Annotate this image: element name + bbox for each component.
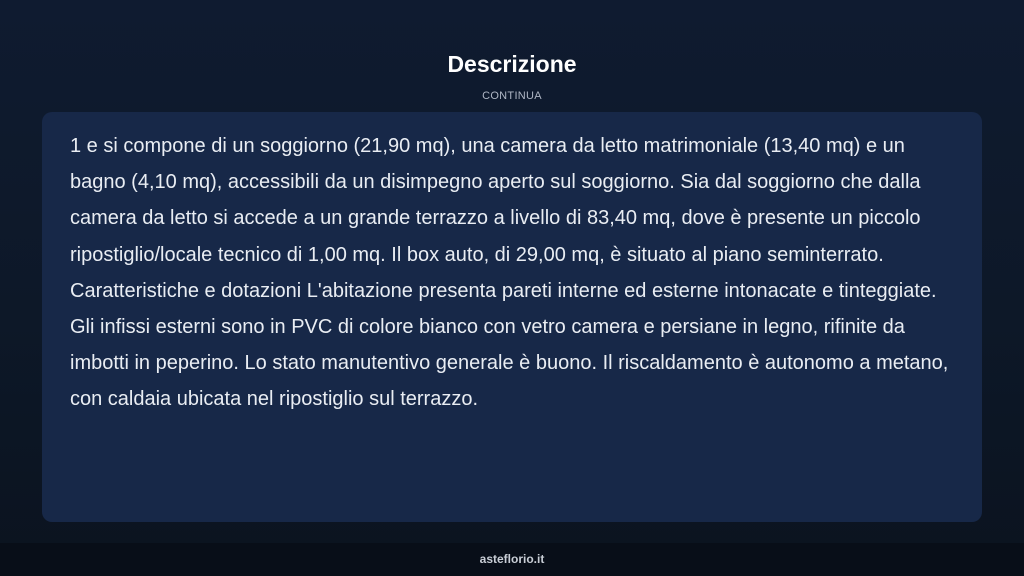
description-card: [42, 112, 982, 522]
site-name: asteflorio.it: [479, 552, 545, 566]
page-title: Descrizione: [447, 51, 577, 77]
footer-bar: [0, 543, 1024, 576]
continue-label: CONTINUA: [482, 90, 542, 102]
description-text: 1 e si compone di un soggiorno (21,90 mq), una camera da letto matrimoniale (13,40 mq) e un bagno (4,10 mq), accessibili da un disimpegno aperto sul soggiorno. Sia dal soggiorno che dalla camera da letto si accede a un grande terrazzo a livello di 83,40 mq, dove è presente un piccolo ripostiglio/locale tecnico di 1,00 mq. Il box auto, di 29,00 mq, è situato al piano seminterrato. Caratteristiche e dotazioni L'abitazione presenta pareti interne ed esterne intonacate e tinteggiate. Gli infissi esterni sono in PVC di colore bianco con vetro camera e persiane in legno, rifinite da imbotti in peperino. Lo stato manutentivo generale è buono. Il riscaldamento è autonomo a metano, con caldaia ubicata nel ripostiglio sul terrazzo.: [70, 135, 949, 411]
